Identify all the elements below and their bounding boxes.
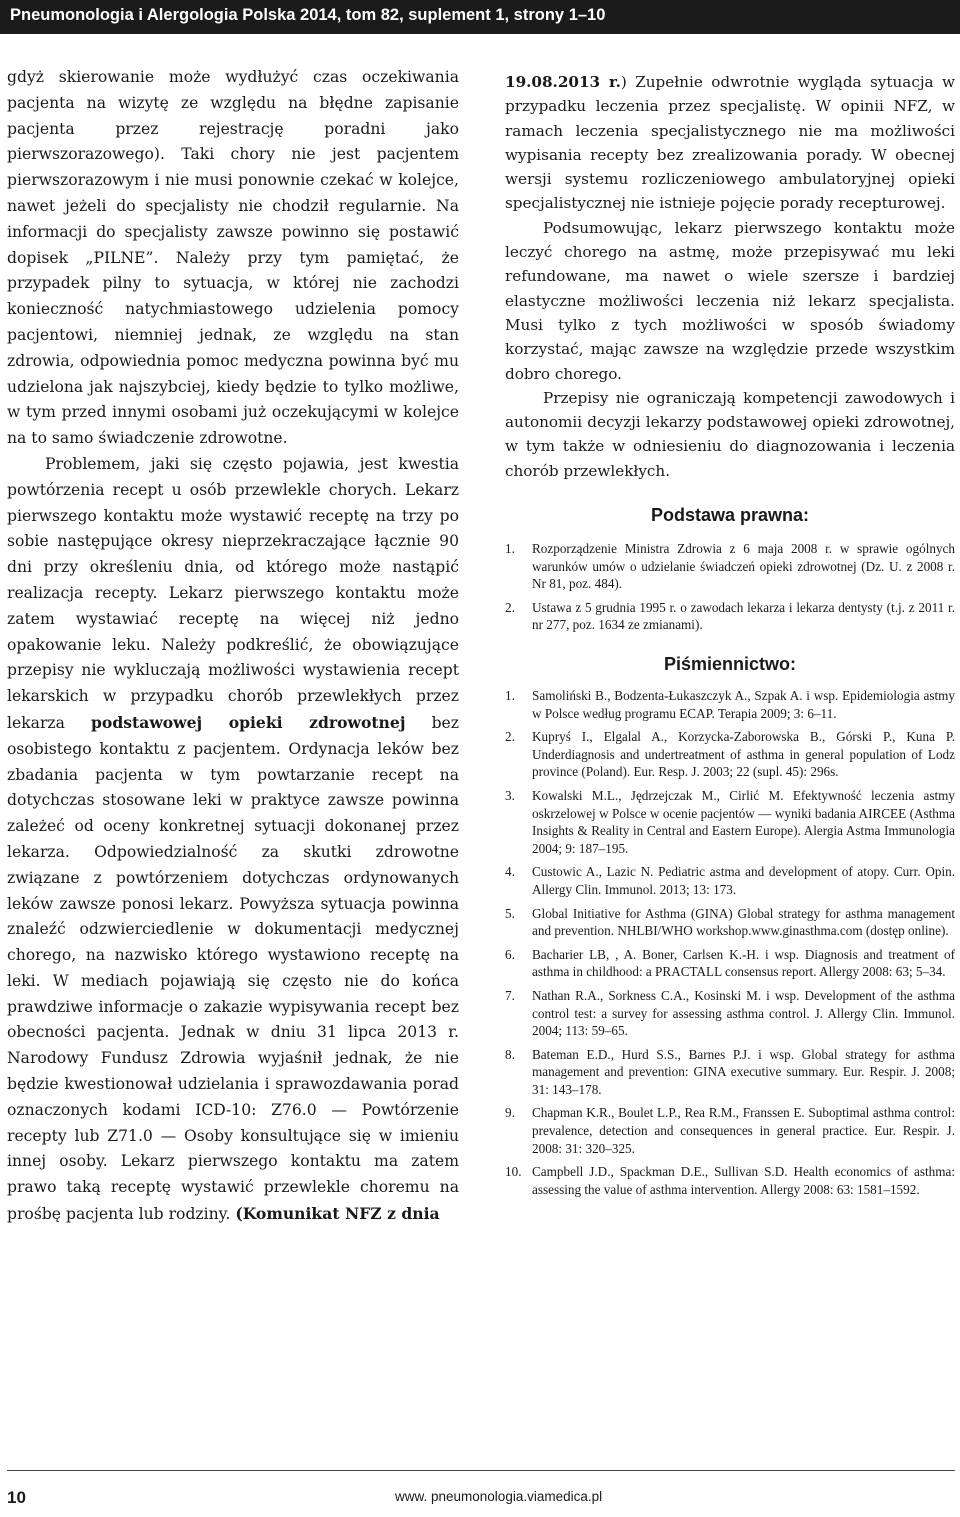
reference-item-text: Bateman E.D., Hurd S.S., Barnes P.J. i wsp. Global strategy for asthma management and prevention: GINA executive summary. Eur. Respir. J. 2008; 31: 143–178. xyxy=(532,1046,955,1097)
reference-item-text: Nathan R.A., Sorkness C.A., Kosinski M. i wsp. Development of the asthma control test: a survey for assessing asthma control. J. Allergy Clin. Immunol. 2004; 113: 59–65. xyxy=(532,987,955,1039)
left-paragraph-2-bold: podstawowej opieki zdrowotnej xyxy=(91,712,406,732)
reference-item xyxy=(505,728,955,781)
reference-item-number: 1. xyxy=(505,688,515,704)
left-paragraph-2-text-b: bez osobistego kontaktu z pacjentem. Ordynacja leków bez zbadania pacjenta w tym powtarzanie recept na dotychczas stosowane leki w praktyce zawsze powinna zależeć od oceny konkretnej sytuacji dokonanej przez lekarza. Odpowiedzialność za skutki zdrowotne związane z powtórzeniem dotychczas ordynowanych leków zawsze ponosi lekarz. Powyższa sytuacja powinna znaleźć odzwierciedlenie w dokumentacji medycznej chorego, na nazwisko którego wystawiono receptę na leki. W mediach pojawiają się często nie do końca prawdziwe informacje o zakazie wypisywania recept bez obecności pacjenta. Jednak w dniu 31 lipca 2013 r. Narodowy Fundusz Zdrowia wyjaśnił jednak, że nie będzie kwestionował udzielania i sprawozdawania porad oznaczonych kodami ICD-10: Z76.0 — Powtórzenie recepty lub Z71.0 — Osoby konsultujące się w imieniu innej osoby. Lekarz pierwszego kontaktu ma zatem prawo taką receptę wystawić przewlekle choremu na prośbę pacjenta lub rodziny. xyxy=(7,713,459,1224)
legal-basis-item-text: Rozporządzenie Ministra Zdrowia z 6 maja 2008 r. w sprawie ogólnych warunków umów o udzielanie świadczeń opieki zdrowotnej (Dz. U. z 2008 r. Nr 81, poz. 484). xyxy=(532,541,955,592)
reference-item xyxy=(505,1104,955,1157)
reference-item-number: 6. xyxy=(505,946,515,962)
reference-item-text: Samoliński B., Bodzenta-Łukaszczyk A., Szpak A. i wsp. Epidemiologia astmy w Polsce według programu ECAP. Terapia 2009; 3: 6–11. xyxy=(532,688,955,721)
reference-item-number: 10. xyxy=(505,1164,522,1180)
reference-item xyxy=(505,687,955,722)
reference-item-text: Custowic A., Lazic N. Pediatric astma and development of atopy. Curr. Opin. Allergy Clin. Immunol. 2013; 13: 173. xyxy=(532,864,955,897)
reference-item-number: 2. xyxy=(505,729,515,745)
reference-item-text: Kowalski M.L., Jędrzejczak M., Cirlić M. Efektywność leczenia astmy oskrzelowej w Polsce w ocenie pacjentów — wyniki badania AIRCEE (Asthma Insights & Reality in Central and Eastern Europe). Alergia Astma Immunologia 2004; 9: 187–195. xyxy=(532,787,955,856)
left-paragraph-1 xyxy=(7,65,459,452)
reference-item-text: Campbell J.D., Spackman D.E., Sullivan S.D. Health economics of asthma: assessing the value of asthma intervention. Allergy 2008: 63: 1581–1592. xyxy=(532,1164,955,1197)
reference-item xyxy=(505,863,955,898)
page-number: 10 xyxy=(7,1488,26,1507)
reference-item-text: Bacharier LB, , A. Boner, Carlsen K.-H. i wsp. Diagnosis and treatment of asthma in childhood: a PRACTALL consensus report. Allergy 2008: 63; 5–34. xyxy=(532,946,955,980)
reference-item xyxy=(505,1163,955,1198)
right-paragraph-2: Podsumowując, lekarz pierwszego kontaktu może leczyć chorego na astmę, może przepisywać mu leki refundowane, ma nawet o wiele szersze i bardziej elastyczne możliwości leczenia niż lekarz specjalista. Musi tylko z tych możliwości w sposób świadomy korzystać, mając zawsze na względzie przede wszystkim dobro chorego. xyxy=(505,218,955,383)
left-paragraph-2-bold-end: (Komunikat NFZ z dnia xyxy=(235,1204,440,1224)
legal-basis-title: Podstawa prawna: xyxy=(650,505,810,526)
left-paragraph-1-text: gdyż skierowanie może wydłużyć czas oczekiwania pacjenta na wizytę ze względu na błędne zapisanie pacjenta przez rejestrację poradni jako pierwszorazowego). Taki chory nie jest pacjentem pierwszorazowym i nie musi ponownie czekać w kolejce, nawet jeżeli do specjalisty nie chodził regularnie. Na informacji do specjalisty zawsze powinno się postawić dopisek „PILNE”. Należy przy tym pamiętać, że przypadek pilny to sytuacja, w której nie zachodzi konieczność natychmiastowego udzielenia pomocy pacjentowi, niemniej jednak, ze względu na stan zdrowia, odpowiednia pomoc medyczna powinna być mu udzielona jak najszybciej, kiedy będzie to tylko możliwe, w tym przed innymi osobami już oczekującymi w kolejce na to samo świadczenie zdrowotne. xyxy=(7,68,459,448)
reference-item-number: 7. xyxy=(505,987,515,1003)
reference-item xyxy=(505,946,955,981)
journal-header-bar xyxy=(0,0,960,34)
legal-basis-item xyxy=(505,540,955,593)
reference-item-number: 9. xyxy=(505,1105,515,1121)
journal-header-title: Pneumonologia i Alergologia Polska 2014, tom 82, suplement 1, strony 1–10 xyxy=(10,6,606,24)
references-title: Piśmiennictwo: xyxy=(663,654,797,675)
right-paragraph-1 xyxy=(505,70,955,216)
right-column xyxy=(505,70,955,1204)
footer-divider xyxy=(7,1470,955,1471)
right-paragraph-3: Przepisy nie ograniczają kompetencji zawodowych i autonomii decyzji lekarzy podstawowej opieki zdrowotnej, w tym także w odniesieniu do diagnozowania i leczenia chorób przewlekłych. xyxy=(505,388,955,480)
left-column xyxy=(7,65,459,1228)
right-paragraph-1-date: 19.08.2013 r. xyxy=(505,73,621,91)
legal-basis-item-number: 1. xyxy=(505,541,515,557)
reference-item-number: 4. xyxy=(505,864,515,880)
reference-item-number: 5. xyxy=(505,905,515,921)
legal-basis-item-text: Ustawa z 5 grudnia 1995 r. o zawodach lekarza i lekarza dentysty (t.j. z 2011 r. nr 277, poz. 1634 ze zmianami). xyxy=(532,599,955,633)
references-list xyxy=(505,687,955,1198)
reference-item-text: Kupryś I., Elgalal A., Korzycka-Zaborowska B., Górski P., Kuna P. Underdiagnosis and undertreatment of asthma in general population of Lodz province (Poland). Eur. Resp. J. 2003; 22 (supl. 45): 296s. xyxy=(532,729,955,780)
right-body-text xyxy=(505,70,955,483)
reference-item xyxy=(505,787,955,857)
reference-item xyxy=(505,905,955,940)
reference-item-number: 8. xyxy=(505,1046,515,1062)
reference-item-number: 3. xyxy=(505,787,515,803)
legal-basis-item xyxy=(505,599,955,634)
right-paragraph-1-text: ) Zupełnie odwrotnie wygląda sytuacja w przypadku leczenia przez specjalistę. W opinii NFZ, w ramach leczenia specjalistycznego nie ma możliwości wypisania recepty bez zrealizowania porady. W obecnej wersji systemu rozliczeniowego ambulatoryjnej opieki specjalistycznej nie istnieje pojęcie porady recepturowej. xyxy=(505,73,955,213)
left-paragraph-2-text-a: Problemem, jaki się często pojawia, jest kwestia powtórzenia recept u osób przewlekle chorych. Lekarz pierwszego kontaktu może wystawić receptę na trzy po sobie następujące okresy nieprzekraczające łącznie 90 dni przy określeniu dnia, od którego może nastąpić realizacja recepty. Lekarz pierwszego kontaktu może zatem wystawiać receptę na więcej niż jedno opakowanie leku. Należy podkreślić, że obowiązujące przepisy nie wykluczają możliwości wystawienia recept lekarskich w przypadku chorób przewlekłych przez lekarza xyxy=(7,454,459,732)
footer-url: www. pneumonologia.viamedica.pl xyxy=(395,1489,603,1504)
reference-item-text: Global Initiative for Asthma (GINA) Global strategy for asthma management and prevention. NHLBI/WHO workshop.www.ginasthma.com (dostęp online). xyxy=(532,905,955,939)
legal-basis-list xyxy=(505,540,955,634)
reference-item xyxy=(505,1046,955,1099)
reference-item xyxy=(505,987,955,1040)
left-paragraph-2 xyxy=(7,452,459,1228)
legal-basis-item-number: 2. xyxy=(505,599,515,615)
reference-item-text: Chapman K.R., Boulet L.P., Rea R.M., Franssen E. Suboptimal asthma control: prevalence, detection and consequences in general practice. Eur. Respir. J. 2008: 31: 320–325. xyxy=(532,1105,955,1156)
